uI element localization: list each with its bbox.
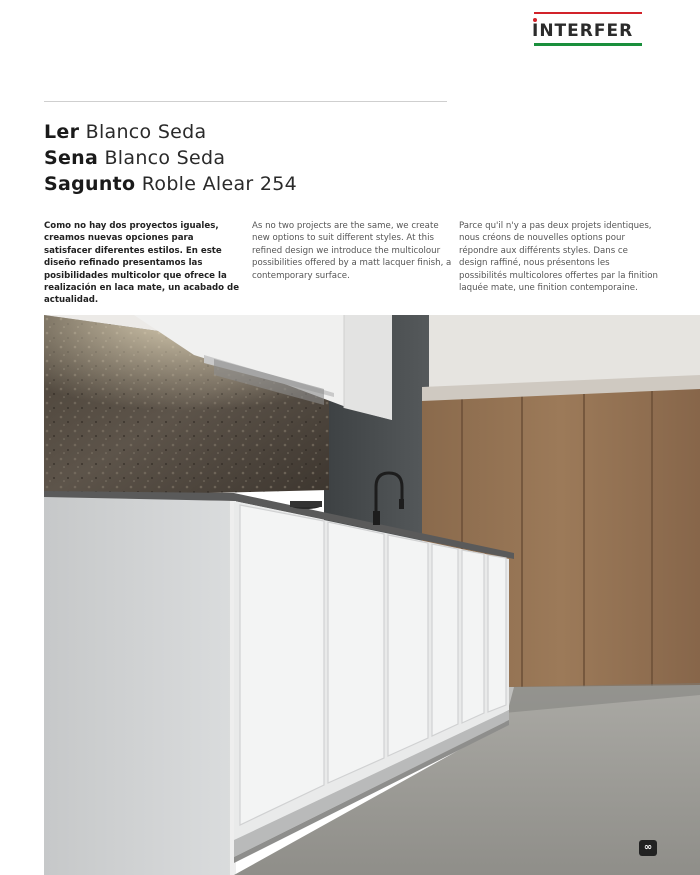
logo-wordmark: INTERFER [532, 21, 634, 41]
description-french: Parce qu'il n'y a pas deux projets identiques, nous créons de nouvelles options pour répondre aux différents styles. Dans ce design raffiné, nous présentons les possibilités multicolores offertes par la finition laquée mate, une finition contemporaine. [459, 221, 658, 294]
brand-logo [530, 8, 645, 48]
title-line-3 [44, 171, 297, 197]
description-english: As no two projects are the same, we create new options to suit different styles. At this refined design we introduce the multicolour possibilities offered by a matt lacquer finish, a contemporary surface. [252, 221, 452, 281]
title-model: Sena [44, 147, 99, 169]
navigation-badge-icon[interactable]: ∞ [639, 840, 657, 856]
title-model: Ler [44, 121, 80, 143]
title-line-2 [44, 145, 297, 171]
description-spanish: Como no hay dos proyectos iguales, creamos nuevas opciones para satisfacer diferentes estilos. En este diseño refinado presentamos las posibilidades multicolor que ofrece la realización en laca mate, un acabado de actualidad. [44, 221, 240, 306]
title-finish: Blanco Seda [85, 121, 207, 143]
kitchen-photo [44, 315, 700, 875]
divider-rule [44, 101, 447, 102]
logo-green-stripe [534, 43, 642, 46]
title-finish: Roble Alear 254 [141, 173, 298, 195]
title-model: Sagunto [44, 173, 136, 195]
logo-red-stripe [534, 12, 642, 14]
title-line-1 [44, 119, 297, 145]
title-finish: Blanco Seda [104, 147, 226, 169]
product-titles [44, 119, 297, 197]
